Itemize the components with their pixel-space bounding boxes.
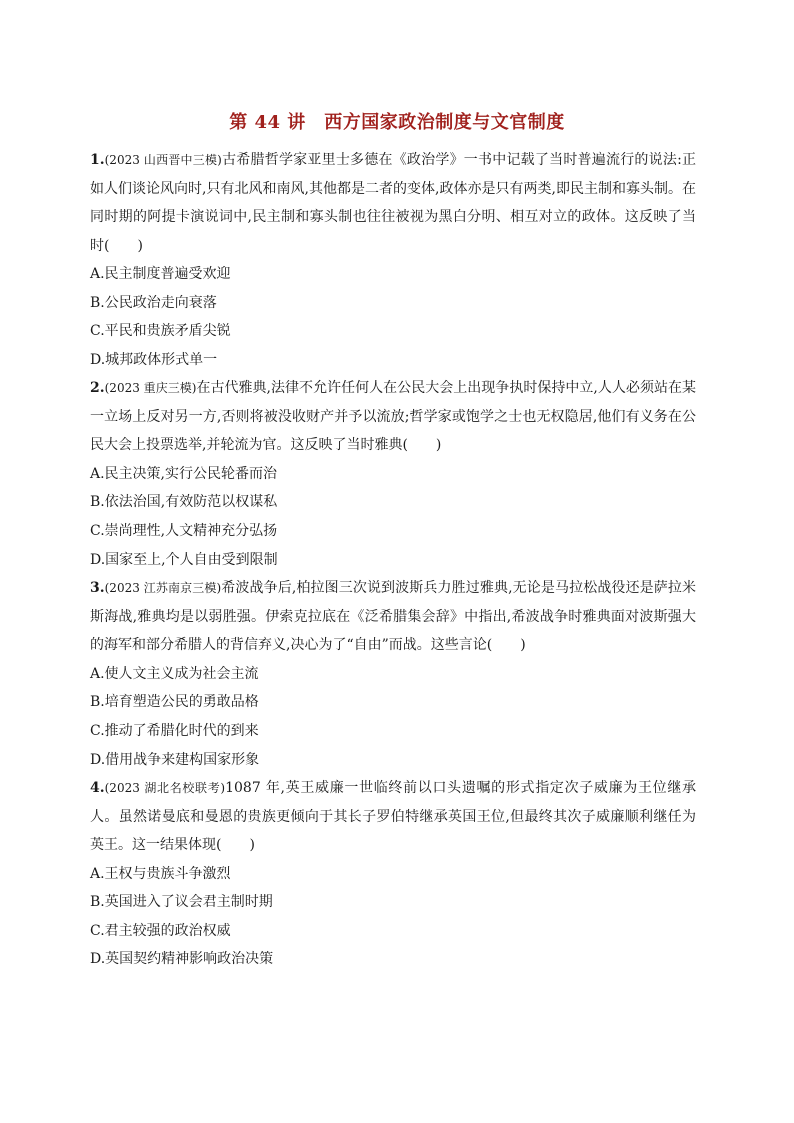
question-number: 3. — [90, 580, 105, 597]
question-text: 古希腊哲学家亚里士多德在《政治学》一书中记载了当时普遍流行的说法:正如人们谈论风向时,只有北风和南风,其他都是二者的变体,政体亦是只有两类,即民主制和寡头制。在同时期的阿提卡演说词中,民主制和寡头制也往往被视为黑白分明、相互对立的政体。这反映了当时( ) — [90, 152, 697, 254]
option-c[interactable]: C.崇尚理性,人文精神充分弘扬 — [90, 523, 278, 540]
option-b[interactable]: B.依法治国,有效防范以权谋私 — [90, 494, 278, 511]
option-d[interactable]: D.英国契约精神影响政治决策 — [90, 951, 274, 968]
question-text: 希波战争后,柏拉图三次说到波斯兵力胜过雅典,无论是马拉松战役还是萨拉米斯海战,雅典均是以弱胜强。伊索克拉底在《泛希腊集会辞》中指出,希波战争时雅典面对波斯强大的海军和部分希腊人的背信弃义,决心为了“自由”而战。这些言论( ) — [90, 580, 696, 654]
question-list — [90, 146, 696, 974]
question-number: 2. — [90, 380, 105, 397]
option-b[interactable]: B.公民政治走向衰落 — [90, 294, 217, 311]
question-4 — [90, 774, 696, 974]
option-d[interactable]: D.国家至上,个人自由受到限制 — [90, 551, 278, 568]
question-stem — [90, 774, 696, 860]
option-a[interactable]: A.使人文主义成为社会主流 — [90, 665, 259, 682]
option-a[interactable]: A.王权与贵族斗争激烈 — [90, 865, 231, 882]
question-number: 4. — [90, 780, 105, 797]
option-a[interactable]: A.民主决策,实行公民轮番而治 — [90, 465, 278, 482]
option-c[interactable]: C.平民和贵族矛盾尖锐 — [90, 323, 231, 340]
question-1 — [90, 146, 696, 374]
question-3 — [90, 574, 696, 774]
question-text: 1087 年,英王威廉一世临终前以口头遗嘱的形式指定次子威廉为王位继承人。虽然诺曼底和曼恩的贵族更倾向于其长子罗伯特继承英国王位,但最终其次子威廉顺利继任为英王。这一结果体现( ) — [90, 780, 697, 854]
page-title: 第 44 讲 西方国家政治制度与文官制度 — [229, 112, 565, 133]
option-b[interactable]: B.英国进入了议会君主制时期 — [90, 894, 273, 911]
question-source: (2023 重庆三模) — [104, 381, 197, 396]
question-source: (2023 山西晋中三模) — [104, 153, 222, 167]
option-a[interactable]: A.民主制度普遍受欢迎 — [90, 266, 231, 282]
question-source: (2023 湖北名校联考) — [104, 781, 226, 796]
option-d[interactable]: D.借用战争来建构国家形象 — [90, 751, 260, 768]
question-stem — [90, 374, 696, 460]
option-d[interactable]: D.城邦政体形式单一 — [90, 351, 218, 368]
question-number: 1. — [90, 152, 105, 168]
option-c[interactable]: C.君主较强的政治权威 — [90, 922, 231, 939]
question-source: (2023 江苏南京三模) — [104, 581, 222, 596]
option-c[interactable]: C.推动了希腊化时代的到来 — [90, 722, 259, 739]
option-b[interactable]: B.培育塑造公民的勇敢品格 — [90, 694, 259, 711]
question-stem — [90, 146, 696, 260]
question-stem — [90, 574, 696, 660]
question-2 — [90, 374, 696, 574]
question-text: 在古代雅典,法律不允许任何人在公民大会上出现争执时保持中立,人人必须站在某一立场上反对另一方,否则将被没收财产并予以流放;哲学家或饱学之士也无权隐居,他们有义务在公民大会上投票选举,并轮流为官。这反映了当时雅典( ) — [90, 380, 696, 454]
